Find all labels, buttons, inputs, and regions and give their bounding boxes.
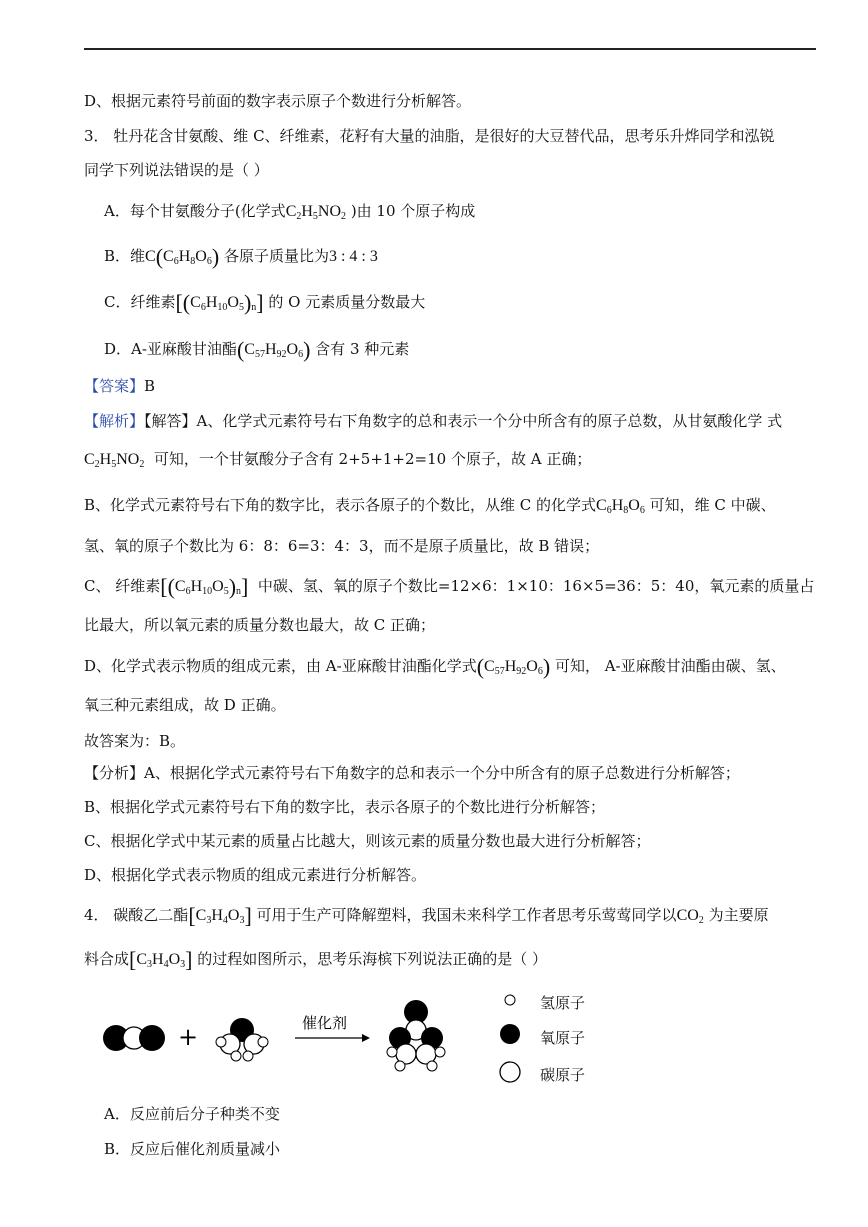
question-3-stem-cont: 同学下列说法错误的是（ ） — [84, 161, 269, 179]
option-c: C．纤维素$[(C_6H_{10}O_5)_n]$ 的 O 元素质量分数最大 — [104, 290, 426, 315]
formula-cellulose: $[(C_6H_{10}O_5)_n]$ — [175, 290, 264, 315]
catalyst-label: 催化剂 — [302, 1014, 348, 1032]
formula-vitc: $C(C_6H_8O_6)$ — [145, 244, 220, 269]
analysis-c-2: 比最大，所以氧元素的质量分数也最大，故 C 正确； — [84, 616, 436, 634]
question-4-stem-cont: 料合成$[C_3H_4O_3]$ 的过程如图所示，思考乐海槟下列说法正确的是（ ） — [84, 947, 548, 972]
reaction-diagram — [90, 990, 610, 1090]
option-d: D．A-亚麻酸甘油酯$(C_{57}H_{92}O_6)$ 含有 3 种元素 — [104, 337, 410, 362]
option-a: A．每个甘氨酸分子(化学式$C_2H_5NO_2$ )由 10 个原子构成 — [104, 202, 476, 222]
text-line: D、根据元素符号前面的数字表示原子个数进行分析解答。 — [84, 92, 472, 110]
analysis-d-2: 氧三种元素组成，故 D 正确。 — [84, 696, 286, 714]
formula-linolenate: $(C_{57}H_{92}O_6)$ — [236, 337, 311, 362]
header-rule — [84, 48, 816, 50]
legend-oxygen: 氧原子 — [540, 1029, 586, 1047]
legend-hydrogen: 氢原子 — [540, 994, 586, 1012]
analysis-line-1: 【解析】【解答】A、化学式元素符号右下角数字的总和表示一个分中所含有的原子总数，从甘氨酸化学 式 — [84, 412, 783, 430]
co2-molecule — [103, 1025, 165, 1051]
q4-option-a: A．反应前后分子种类不变 — [104, 1105, 280, 1123]
q4-option-b: B．反应后催化剂质量减小 — [104, 1140, 281, 1158]
summary-b: B、根据化学式元素符号右下角的数字比，表示各原子的个数比进行分析解答； — [84, 798, 606, 816]
plus-sign: + — [178, 1023, 199, 1051]
summary-a: 【分析】A、根据化学式元素符号右下角数字的总和表示一个分中所含有的原子总数进行分析解答； — [84, 764, 740, 782]
question-4-stem: 4． 碳酸乙二酯$[C_3H_4O_3]$ 可用于生产可降解塑料，我国未来科学工作者思考乐莺莺同学以$CO_2$ 为主要原 — [84, 903, 769, 928]
analysis-d-1: D、化学式表示物质的组成元素，由 A-亚麻酸甘油酯化学式$(C_{57}H_{92}O_6)$ 可知， A-亚麻酸甘油酯由碳、氢、 — [84, 654, 786, 679]
ethylene-carbonate-molecule — [387, 1000, 445, 1071]
ethylene-oxide-molecule — [216, 1018, 268, 1061]
answer-line: 【答案】B — [84, 377, 156, 395]
legend-carbon: 碳原子 — [540, 1066, 586, 1084]
legend — [500, 995, 520, 1082]
analysis-line-2: $C_2H_5NO_2$ 可知，一个甘氨酸分子含有 2+5+1+2=10 个原子，故 A 正确； — [84, 450, 592, 470]
summary-d: D、根据化学式表示物质的组成元素进行分析解答。 — [84, 866, 427, 884]
option-b: B．维$C(C_6H_8O_6)$ 各原子质量比为3 : 4 : 3 — [104, 244, 378, 269]
final-answer: 故答案为：B。 — [84, 732, 186, 750]
question-3-stem: 3． 牡丹花含甘氨酸、维 C、纤维素，花籽有大量的油脂，是很好的大豆替代品，思考乐升烨同学和泓锐 — [84, 127, 775, 145]
analysis-c-1: C、 纤维素$[(C_6H_{10}O_5)_n]$ 中碳、氢、氧的原子个数比=12×6：1×10：16×5=36：5：40，氧元素的质量占 — [84, 574, 815, 599]
formula-glycine: $C_2H_5NO_2$ — [285, 203, 347, 222]
summary-c: C、根据化学式中某元素的质量占比越大，则该元素的质量分数也最大进行分析解答； — [84, 832, 651, 850]
analysis-b-2: 氢、氧的原子个数比为 6：8：6=3：4：3，而不是原子质量比，故 B 错误； — [84, 537, 600, 555]
analysis-b-1: B、化学式元素符号右下角的数字比，表示各原子的个数比，从维 C 的化学式$C_6H_8O_6$ 可知，维 C 中碳、 — [84, 496, 776, 516]
